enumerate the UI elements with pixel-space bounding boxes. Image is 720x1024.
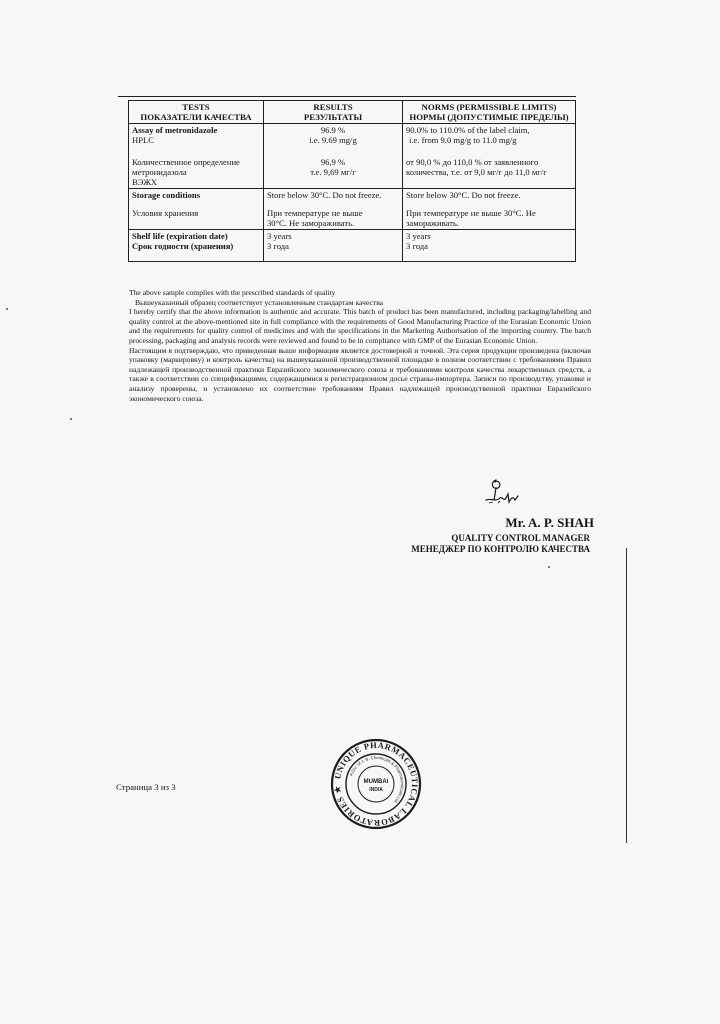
header-results-en: RESULTS: [313, 102, 353, 112]
header-results-ru: РЕЗУЛЬТАТЫ: [303, 112, 363, 122]
svg-text:UNIQUE PHARMACEUTICAL LABORATO: UNIQUE PHARMACEUTICAL LABORATORIES ★: [331, 739, 421, 829]
table-row-shelf-life: [129, 230, 576, 262]
header-norms: [403, 101, 576, 124]
assay-result-ru-1: 96,9 %: [320, 157, 346, 167]
header-norms-ru: НОРМЫ (ДОПУСТИМЫЕ ПРЕДЕЛЫ): [409, 112, 569, 122]
shelf-result-cell: [264, 230, 403, 262]
svg-text:A Div. of J. B. Chemicals & Ph: A Div. of J. B. Chemicals & Pharmaceuticals Ltd.: [348, 754, 406, 805]
storage-norm-en: Store below 30°C. Do not freeze.: [406, 190, 521, 200]
shelf-test-cell: [129, 230, 264, 262]
shelf-result-ru: 3 года: [267, 241, 289, 251]
complies-statement-en: The above sample complies with the prescribed standards of quality: [129, 288, 336, 297]
certify-statement-en: I hereby certify that the above information is authentic and accurate. This batch of product has been manufactured, including packaging/labelling and quality control at the above-mentioned site in full compliance with the requirements of Good Manufacturing Practice of the Eurasian Economic Union and the requirements for quality control of medicines and with the specifications in the Marketing Authorisation of the importing country. The batch processing, packaging and analysis records were reviewed and found to be in compliance with GMP of the Eurasian Economic Union.: [129, 307, 591, 345]
storage-test-en: Storage conditions: [132, 190, 201, 200]
complies-statement-ru: Вышеуказанный образец соответствует установленным стандартам качества: [135, 297, 384, 307]
assay-norm-en-1: 90.0% to 110.0% of the label claim,: [406, 125, 530, 135]
shelf-test-en: Shelf life (expiration date): [132, 231, 228, 241]
storage-norm-ru-1: При температуре не выше 30°С. Не: [406, 208, 536, 218]
header-tests-ru: ПОКАЗАТЕЛИ КАЧЕСТВА: [140, 112, 252, 122]
company-seal-stamp: [330, 738, 422, 830]
assay-result-cell: [264, 124, 403, 189]
assay-norm-ru-1: от 90,0 % до 110,0 % от заявленного: [406, 157, 539, 167]
header-tests: [129, 101, 264, 124]
storage-result-ru-1: При температуре не выше: [267, 208, 363, 218]
shelf-result-en: 3 years: [267, 231, 292, 241]
page-number: Страница 3 из 3: [116, 782, 176, 792]
assay-norm-cell: [403, 124, 576, 189]
header-tests-en: TESTS: [182, 102, 210, 112]
signatory-title: [380, 533, 590, 555]
assay-test-ru-1: Количественное определение: [132, 157, 240, 167]
shelf-norm-ru: 3 года: [406, 241, 428, 251]
assay-test-cell: [129, 124, 264, 189]
shelf-norm-en: 3 years: [406, 231, 431, 241]
table-header-row: [129, 101, 576, 124]
assay-norm-en-2: i.e. from 9.0 mg/g to 11.0 mg/g: [409, 135, 517, 145]
storage-result-ru-2: 30°С. Не замораживать.: [267, 218, 355, 228]
storage-test-ru: Условия хранения: [132, 208, 199, 218]
top-rule: [118, 96, 576, 97]
storage-test-cell: [129, 189, 264, 230]
scan-edge-line: [626, 548, 627, 843]
table-row-assay: [129, 124, 576, 189]
svg-text:MUMBAI: MUMBAI: [363, 779, 389, 785]
assay-norm-ru-2: количества, т.е. от 9,0 мг/г до 11,0 мг/г: [406, 167, 547, 177]
handwritten-signature: [480, 476, 524, 512]
shelf-norm-cell: [403, 230, 576, 262]
table-row-storage: [129, 189, 576, 230]
signatory-title-en: QUALITY CONTROL MANAGER: [451, 533, 590, 543]
svg-text:INDIA: INDIA: [369, 787, 383, 793]
assay-test-en-1: Assay of metronidazole: [132, 125, 218, 135]
signatory-name: Mr. A. P. SHAH: [505, 515, 594, 530]
scan-speck: [70, 418, 72, 420]
assay-result-en-1: 96.9 %: [320, 125, 346, 135]
scan-speck: [6, 308, 8, 310]
assay-test-ru-3: ВЭЖХ: [132, 177, 158, 187]
assay-test-en-2: HPLC: [132, 135, 154, 145]
assay-result-ru-2: т.е. 9,69 мг/г: [310, 167, 356, 177]
storage-result-cell: [264, 189, 403, 230]
shelf-test-ru: Срок годности (хранения): [132, 241, 234, 251]
quality-results-table: [128, 100, 576, 262]
compliance-statements: [129, 288, 591, 403]
storage-norm-cell: [403, 189, 576, 230]
storage-norm-ru-2: замораживать.: [406, 218, 459, 228]
assay-test-ru-2: метронидазола: [132, 167, 187, 177]
header-results: [264, 101, 403, 124]
scan-speck: [548, 566, 550, 568]
certify-statement-ru: Настоящим я подтверждаю, что приведенная выше информация является достоверной и точной. Эта серия продукции произведена (включая упаковку (маркировку) и контроль качества) на вышеуказанной производственной площадке в полном соответствии с требованиями Правил надлежащей производственной практики Евразийского экономического союза и требованиями контроля качества лекарственных средств, а также в соответствии со спецификациями, содержащимися в регистрационном досье страны-импортера. Записи по производству, упаковке и анализу проверены, и установлено их соответствие требованиям Правил надлежащей производственной практики Евразийского экономического союза.: [129, 345, 591, 403]
signatory-title-ru: МЕНЕДЖЕР ПО КОНТРОЛЮ КАЧЕСТВА: [411, 544, 590, 554]
header-norms-en: NORMS (PERMISSIBLE LIMITS): [421, 102, 557, 112]
storage-result-en: Store below 30°C. Do not freeze.: [267, 190, 382, 200]
assay-result-en-2: i.e. 9.69 mg/g: [309, 135, 357, 145]
